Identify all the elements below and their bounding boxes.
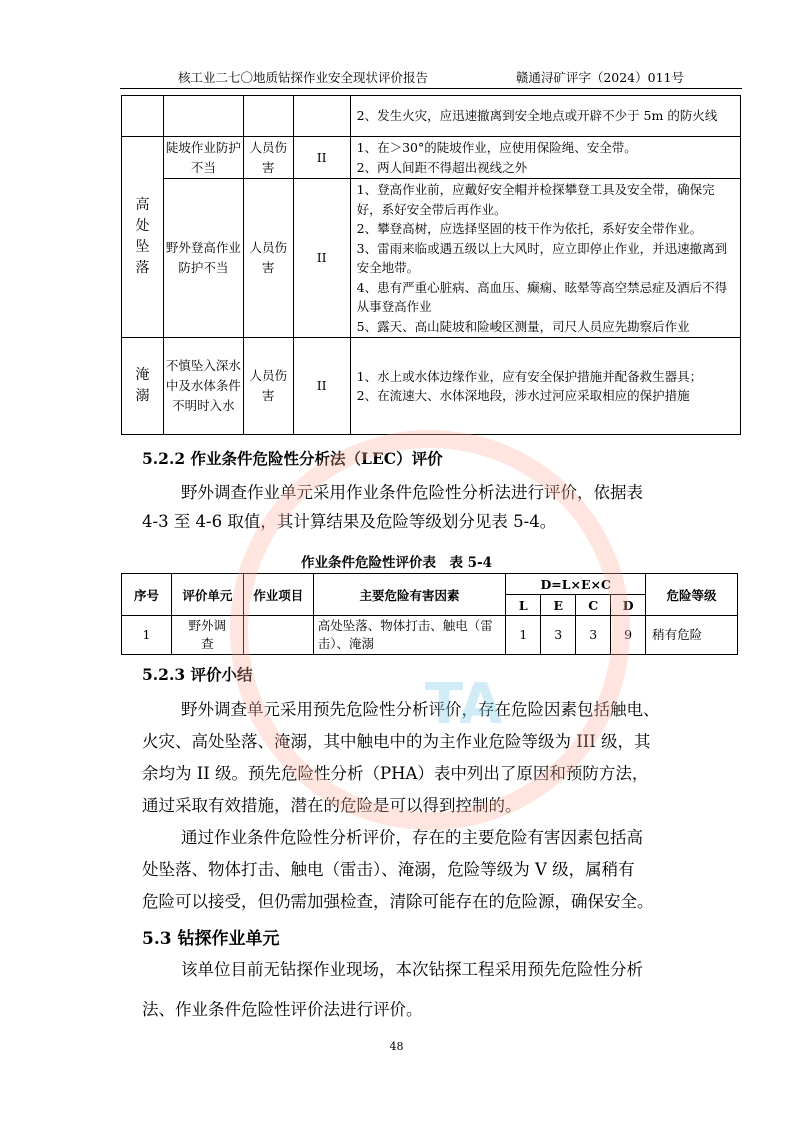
measure-cell: 1、水上或水体边缘作业，应有安全保护措施并配备救生器具； 2、在流速大、水体深地段，涉水过河应采取相应的保护措施 xyxy=(350,338,740,435)
table-row xyxy=(122,96,741,137)
category-drowning: 淹 溺 xyxy=(122,338,164,435)
pha-table xyxy=(121,95,741,435)
table-caption: 作业条件危险性评价表 表 5-4 xyxy=(300,555,493,571)
paragraph-line: 该单位目前无钻探作业现场，本次钻探工程采用预先危险性分析 xyxy=(181,960,643,979)
page-header xyxy=(120,64,742,89)
paragraph-line: 危险可以接受，但仍需加强检查，清除可能存在的危险源，确保安全。 xyxy=(142,892,654,911)
consequence-cell: 人员伤害 xyxy=(243,179,293,338)
col-header: 评价单元 xyxy=(171,574,243,616)
section-5-2-2-heading: 5.2.2 作业条件危险性分析法（LEC）评价 xyxy=(142,449,443,468)
cause-cell: 不慎坠入深水中及水体条件不明时入水 xyxy=(163,338,243,435)
paragraph-line: 处坠落、物体打击、触电（雷击）、淹溺，危险等级为 V 级，属稍有 xyxy=(142,860,635,879)
category-fall: 高 处 坠 落 xyxy=(122,137,164,338)
table-cell: 3 xyxy=(541,616,576,655)
header-report-number: 赣通浔矿评字（2024）011号 xyxy=(515,70,684,85)
col-header: D xyxy=(611,595,646,616)
measure-cell: 1、在＞30°的陡坡作业，应使用保险绳、安全带。 2、两人间距不得超出视线之外 xyxy=(350,137,740,179)
paragraph-line: 法、作业条件危险性评价法进行评价。 xyxy=(142,1000,423,1019)
cause-cell: 陡坡作业防护不当 xyxy=(163,137,243,179)
table-header-row xyxy=(122,574,738,595)
table-cell xyxy=(243,616,313,655)
table-cell: 1 xyxy=(506,616,541,655)
header-report-title: 核工业二七〇地质钻探作业安全现状评价报告 xyxy=(178,70,429,85)
table-cell: 1 xyxy=(122,616,172,655)
col-header: 序号 xyxy=(122,574,172,616)
measure-cell: 2、发生火灾，应迅速撤离到安全地点或开辟不少于 5m 的防火线 xyxy=(350,96,740,137)
table-row xyxy=(122,137,741,179)
table-row xyxy=(122,338,741,435)
level-cell: II xyxy=(293,137,350,179)
watermark-logo: TA xyxy=(425,672,503,737)
cause-cell: 野外登高作业防护不当 xyxy=(163,179,243,338)
table-row xyxy=(122,179,741,338)
col-header: L xyxy=(506,595,541,616)
level-cell: II xyxy=(293,338,350,435)
paragraph-line: 野外调查单元采用预先危险性分析评价，存在危险因素包括触电、 xyxy=(181,700,660,719)
lec-table xyxy=(121,573,738,655)
measure-cell: 1、登高作业前，应戴好安全帽并检探攀登工具及安全带，确保完好，系好安全带后再作业。 2、攀登高树，应选择坚固的枝干作为依托，系好安全带作业。 3、雷雨来临或遇五级以上大风时，应立即停止作业，并迅速撤离到安全地带。 4、患有严重心脏病、高血压、癫痫、眩晕等高空禁忌症及酒后不得从事登高作业 5、露天、高山陡坡和险峻区测量，司尺人员应先勘察后作业 xyxy=(350,179,740,338)
col-header: 危险等级 xyxy=(646,574,738,616)
paragraph-line: 余均为 II 级。预先危险性分析（PHA）表中列出了原因和预防方法， xyxy=(142,764,649,783)
table-cell: 野外调查 xyxy=(171,616,243,655)
col-header: 作业项目 xyxy=(243,574,313,616)
col-header: 主要危险有害因素 xyxy=(313,574,506,616)
section-5-3-heading: 5.3 钻探作业单元 xyxy=(142,929,280,949)
paragraph-line: 野外调查作业单元采用作业条件危险性分析法进行评价，依据表 xyxy=(181,483,643,502)
table-cell: 9 xyxy=(611,616,646,655)
section-5-2-3-heading: 5.2.3 评价小结 xyxy=(142,665,253,684)
table-cell: 稍有危险 xyxy=(646,616,738,655)
col-header: D=L×E×C xyxy=(506,574,646,595)
consequence-cell: 人员伤害 xyxy=(243,137,293,179)
paragraph-line: 火灾、高处坠落、淹溺，其中触电中的为主作业危险等级为 III 级，其 xyxy=(142,732,651,751)
page-number: 48 xyxy=(389,1040,404,1053)
paragraph-line: 4-3 至 4-6 取值，其计算结果及危险等级划分见表 5-4。 xyxy=(142,512,557,531)
level-cell: II xyxy=(293,179,350,338)
consequence-cell: 人员伤害 xyxy=(243,338,293,435)
table-row xyxy=(122,616,738,655)
paragraph-line: 通过采取有效措施，潜在的危险是可以得到控制的。 xyxy=(142,796,522,815)
table-cell: 3 xyxy=(576,616,611,655)
paragraph-line: 通过作业条件危险性分析评价，存在的主要危险有害因素包括高 xyxy=(181,828,643,847)
table-cell: 高处坠落、物体打击、触电（雷击）、淹溺 xyxy=(313,616,506,655)
col-header: C xyxy=(576,595,611,616)
col-header: E xyxy=(541,595,576,616)
